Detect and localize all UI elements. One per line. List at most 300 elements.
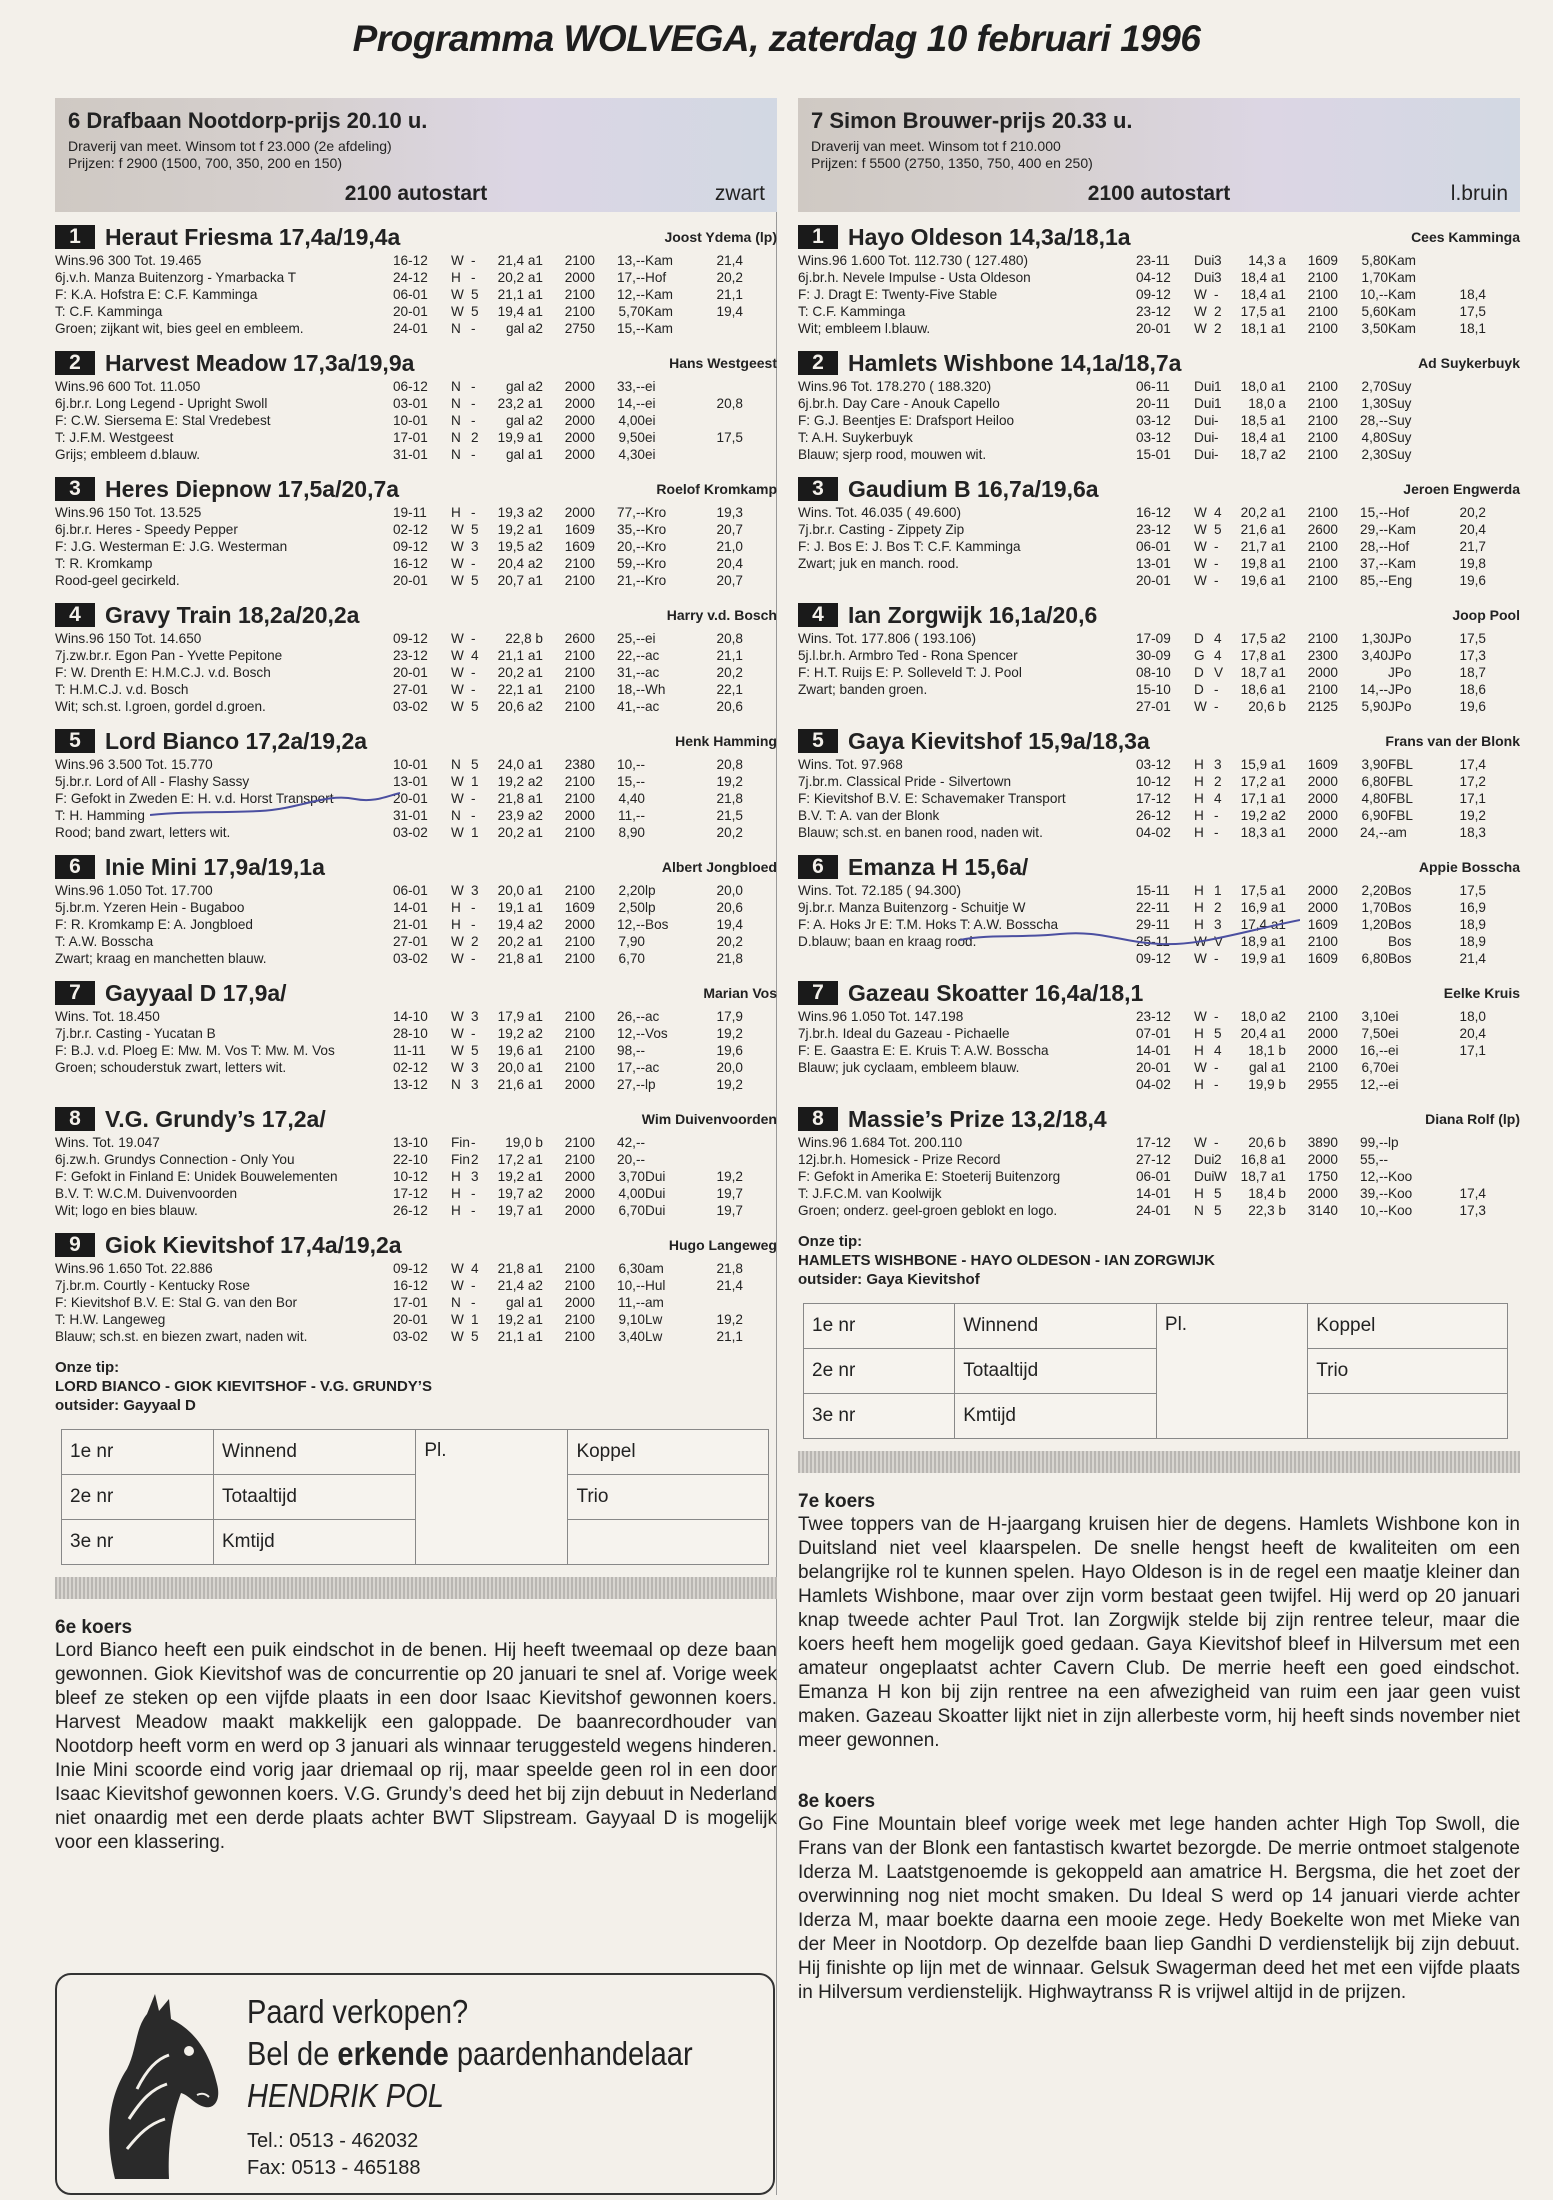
performance-cell: 14-01 <box>1136 1043 1171 1058</box>
horse-details <box>798 252 1520 337</box>
performance-cell: - <box>471 270 476 285</box>
performance-cell: 15-11 <box>1136 883 1170 898</box>
race-conditions: Draverij van meet. Winsom tot f 23.000 (2e afdeling) <box>68 138 392 154</box>
performance-row <box>393 521 777 538</box>
performance-cell: Vos <box>645 1026 668 1041</box>
performance-cell: W <box>451 287 464 302</box>
performance-cell: - <box>471 1186 476 1201</box>
performance-cell: 2100 <box>564 699 595 714</box>
performance-row <box>393 1008 777 1025</box>
bet-cell-empty[interactable] <box>568 1520 769 1565</box>
performance-table <box>393 378 777 463</box>
performance-row <box>393 950 777 967</box>
performance-cell: 4,80 <box>1361 430 1388 445</box>
performance-cell: 2000 <box>564 1186 595 1201</box>
performance-cell: H <box>1194 757 1204 772</box>
performance-cell: Dui <box>1194 1152 1214 1167</box>
performance-row <box>1136 320 1520 337</box>
performance-row <box>393 1328 777 1345</box>
performance-cell: 2000 <box>1307 1043 1338 1058</box>
performance-cell: H <box>451 917 461 932</box>
horse-header-row <box>798 222 1520 252</box>
horse-details <box>55 1260 777 1345</box>
performance-cell: 17,5 <box>1459 631 1486 646</box>
horse-header-row <box>798 852 1520 882</box>
performance-cell: 20,8 <box>716 757 743 772</box>
performance-cell: ei <box>645 413 656 428</box>
performance-cell: W <box>1194 699 1207 714</box>
horse-entry <box>55 474 777 600</box>
performance-cell: Kam <box>1388 287 1416 302</box>
performance-row <box>1136 681 1520 698</box>
performance-cell: - <box>1214 825 1219 840</box>
performance-cell: 2100 <box>564 648 595 663</box>
performance-cell: W <box>1194 287 1207 302</box>
performance-cell: 25-11 <box>1136 934 1170 949</box>
driver-name: Harry v.d. Bosch <box>666 607 777 623</box>
performance-cell: 5 <box>471 287 479 302</box>
horse-info-line: 5j.br.m. Yzeren Hein - Bugaboo <box>55 900 245 915</box>
tip-outsider: outsider: Gayyaal D <box>55 1397 196 1414</box>
horse-name: Giok Kievitshof 17,4a/19,2a <box>105 1231 402 1258</box>
horse-info <box>798 756 1136 841</box>
horse-info-line: 7j.br.r. Casting - Yucatan B <box>55 1026 216 1041</box>
performance-row <box>393 504 777 521</box>
bet-cell-r2: 2e nr <box>804 1349 955 1394</box>
performance-cell: 18,3 <box>1459 825 1486 840</box>
performance-cell: gal a2 <box>505 321 543 336</box>
horse-number: 3 <box>798 477 838 501</box>
horse-info-line: T: J.F.C.M. van Koolwijk <box>798 1186 942 1201</box>
horse-info-line: 6j.br.r. Heres - Speedy Pepper <box>55 522 238 537</box>
performance-cell: N <box>451 808 461 823</box>
horse-info-line: 5j.br.r. Lord of All - Flashy Sassy <box>55 774 250 789</box>
performance-cell: 17,-- <box>617 1060 645 1075</box>
performance-cell: 23-12 <box>1136 1009 1171 1024</box>
driver-name: Frans van der Blonk <box>1385 733 1520 749</box>
horse-entry <box>798 1104 1520 1230</box>
performance-cell: ei <box>645 430 656 445</box>
performance-cell: 1609 <box>1307 951 1338 966</box>
performance-cell: - <box>1214 682 1219 697</box>
performance-cell: 20,4 <box>716 556 743 571</box>
performance-cell: 17,1 a1 <box>1240 791 1286 806</box>
performance-cell <box>645 933 691 950</box>
performance-cell: W <box>1194 539 1207 554</box>
performance-cell: H <box>1194 825 1204 840</box>
performance-cell: Hof <box>1388 539 1410 554</box>
performance-cell: JPo <box>1388 682 1412 697</box>
performance-cell: 2100 <box>1307 304 1338 319</box>
performance-cell: W <box>1194 505 1207 520</box>
performance-cell: 21,8 a1 <box>497 1261 543 1276</box>
performance-cell: 20,6 b <box>1248 699 1286 714</box>
performance-cell: 2600 <box>564 631 595 646</box>
performance-cell: H <box>1194 900 1204 915</box>
horse-header-row <box>55 600 777 630</box>
performance-cell: 22-11 <box>1136 900 1170 915</box>
horse-info-line: T: A.H. Suykerbuyk <box>798 430 913 445</box>
performance-cell: 2100 <box>564 1261 595 1276</box>
performance-cell: W <box>451 304 464 319</box>
performance-cell: 20,-- <box>617 1152 645 1167</box>
performance-cell: 2100 <box>564 1135 595 1150</box>
performance-cell <box>645 773 691 790</box>
performance-row <box>393 790 777 807</box>
performance-table <box>393 882 777 967</box>
horse-number: 6 <box>798 855 838 879</box>
horse-name: Hayo Oldeson 14,3a/18,1a <box>848 223 1131 250</box>
performance-cell: 20,2 a1 <box>497 825 543 840</box>
page-title: Programma WOLVEGA, zaterdag 10 februari 1996 <box>352 18 1201 59</box>
performance-cell: W <box>1194 321 1207 336</box>
performance-cell: H <box>1194 917 1204 932</box>
horse-info <box>798 378 1136 463</box>
performance-cell: 4 <box>1214 1043 1222 1058</box>
performance-cell: Dui <box>1194 430 1214 445</box>
performance-cell: 12,-- <box>617 287 645 302</box>
performance-row <box>1136 1168 1520 1185</box>
performance-cell: 7,90 <box>618 934 645 949</box>
performance-cell: 33,-- <box>617 379 645 394</box>
performance-cell: N <box>451 1077 461 1092</box>
bet-cell-r3: 3e nr <box>804 1394 955 1439</box>
performance-row <box>393 395 777 412</box>
performance-cell: W <box>451 648 464 663</box>
horse-header-row <box>55 726 777 756</box>
driver-name: Joost Ydema (lp) <box>664 229 777 245</box>
performance-cell: 10-01 <box>393 757 428 772</box>
performance-cell: 2,70 <box>1361 379 1388 394</box>
horse-info-line: F: R. Kromkamp E: A. Jongbloed <box>55 917 253 932</box>
horse-info-line: Wins. Tot. 19.047 <box>55 1135 160 1150</box>
performance-cell: Dui <box>1194 270 1214 285</box>
performance-cell: 26,-- <box>617 1009 645 1024</box>
performance-cell: 2 <box>1214 1152 1222 1167</box>
performance-row <box>393 1168 777 1185</box>
horse-details <box>798 378 1520 463</box>
performance-row <box>1136 555 1520 572</box>
performance-cell: - <box>1214 1135 1219 1150</box>
performance-cell: 3 <box>471 539 479 554</box>
horse-info-line: T: J.F.M. Westgeest <box>55 430 174 445</box>
performance-cell: ac <box>645 1009 660 1024</box>
horse-info-line: Wins.96 1.600 Tot. 112.730 ( 127.480) <box>798 253 1028 268</box>
performance-cell: 2100 <box>564 1312 595 1327</box>
performance-cell: W <box>451 791 464 806</box>
horse-header-row <box>55 1230 777 1260</box>
performance-cell: 20,8 <box>716 631 743 646</box>
bet-cell-r1: 1e nr <box>804 1304 955 1349</box>
performance-cell <box>1338 933 1388 950</box>
performance-cell: 1609 <box>564 900 595 915</box>
horse-entry <box>798 726 1520 852</box>
performance-cell: 19,9 a1 <box>497 430 543 445</box>
performance-cell: 29-11 <box>1136 917 1170 932</box>
performance-cell: 19,6 a1 <box>1240 573 1286 588</box>
performance-cell: W <box>451 1043 464 1058</box>
performance-cell: W <box>451 1026 464 1041</box>
driver-name: Appie Bosscha <box>1418 859 1520 875</box>
race-title: 6 Drafbaan Nootdorp-prijs 20.10 u. <box>68 108 428 133</box>
performance-cell: Kam <box>645 304 673 319</box>
performance-cell: 06-12 <box>393 379 428 394</box>
performance-cell: 6,80 <box>1361 774 1388 789</box>
performance-cell: 2100 <box>564 825 595 840</box>
horse-info-line: F: W. Drenth E: H.M.C.J. v.d. Bosch <box>55 665 271 680</box>
race-prizes: Prijzen: f 2900 (1500, 700, 350, 200 en 150) <box>68 155 342 171</box>
performance-cell: 13-01 <box>393 774 428 789</box>
performance-cell: 1750 <box>1307 1169 1338 1184</box>
performance-cell: 30-09 <box>1136 648 1171 663</box>
driver-name: Roelof Kromkamp <box>656 481 777 497</box>
performance-cell: 42,-- <box>617 1135 645 1150</box>
performance-cell: W <box>451 934 464 949</box>
horse-info-line: T: C.F. Kamminga <box>798 304 906 319</box>
performance-row <box>1136 807 1520 824</box>
tip-horses: HAMLETS WISHBONE - HAYO OLDESON - IAN ZORGWIJK <box>798 1252 1215 1269</box>
performance-row <box>393 286 777 303</box>
performance-cell: 20,0 a1 <box>497 883 543 898</box>
performance-cell: FBL <box>1388 757 1413 772</box>
performance-cell: Suy <box>1388 413 1412 428</box>
performance-cell <box>691 320 743 337</box>
performance-cell: W <box>451 951 464 966</box>
performance-cell: Koo <box>1388 1169 1413 1184</box>
horse-number: 2 <box>55 351 95 375</box>
horse-name: V.G. Grundy’s 17,2a/ <box>105 1105 326 1132</box>
tip-label: Onze tip: <box>798 1233 863 1250</box>
performance-cell: 2750 <box>564 321 595 336</box>
performance-cell: 31,-- <box>617 665 645 680</box>
horse-entry <box>55 978 777 1104</box>
horse-header-row <box>798 978 1520 1008</box>
horse-info-line: F: Gefokt in Amerika E: Stoeterij Buitenzorg <box>798 1169 1061 1184</box>
bet-form <box>803 1303 1508 1439</box>
horse-list <box>798 222 1520 1230</box>
performance-cell: N <box>451 413 461 428</box>
performance-cell: 4 <box>471 648 479 663</box>
horse-info-line: F: K.A. Hofstra E: C.F. Kamminga <box>55 287 258 302</box>
performance-cell: 19,0 b <box>505 1135 543 1150</box>
performance-cell <box>1434 429 1486 446</box>
performance-cell: 21,4 a1 <box>497 253 543 268</box>
performance-cell: H <box>1194 1043 1204 1058</box>
performance-cell: 3,40 <box>618 1329 645 1344</box>
performance-cell: W <box>451 1060 464 1075</box>
performance-cell: 2 <box>1214 321 1222 336</box>
performance-cell: ei <box>645 379 656 394</box>
performance-cell: 19,2 <box>716 1077 743 1092</box>
performance-row <box>393 807 777 824</box>
performance-cell: 5 <box>471 522 479 537</box>
performance-cell: Kam <box>1388 270 1416 285</box>
performance-cell: 3 <box>1214 757 1222 772</box>
performance-cell: 4,80 <box>1361 791 1388 806</box>
performance-cell: JPo <box>1388 631 1412 646</box>
horse-info-line: T: H.M.C.J. v.d. Bosch <box>55 682 189 697</box>
horse-info-line: F: J. Bos E: J. Bos T: C.F. Kamminga <box>798 539 1021 554</box>
performance-cell: 21,1 <box>716 287 743 302</box>
performance-cell: 2000 <box>564 430 595 445</box>
performance-cell: 2100 <box>564 682 595 697</box>
performance-row <box>393 1025 777 1042</box>
performance-cell: ac <box>645 665 660 680</box>
performance-cell: 2,50 <box>618 900 645 915</box>
performance-cell <box>645 807 691 824</box>
performance-cell: W <box>451 1278 464 1293</box>
performance-cell: W <box>451 883 464 898</box>
performance-cell: W <box>451 522 464 537</box>
performance-cell: 1,70 <box>1361 270 1388 285</box>
performance-cell: 18,3 a1 <box>1240 825 1286 840</box>
performance-cell: 59,-- <box>617 556 645 571</box>
performance-cell: 21,8 <box>716 1261 743 1276</box>
performance-cell: 2100 <box>564 556 595 571</box>
performance-cell: H <box>1194 1077 1204 1092</box>
driver-name: Diana Rolf (lp) <box>1425 1111 1520 1127</box>
performance-cell: 24,0 a1 <box>497 757 543 772</box>
horse-name: Gravy Train 18,2a/20,2a <box>105 601 360 628</box>
performance-cell: Suy <box>1388 396 1412 411</box>
performance-cell: 17,5 <box>1459 304 1486 319</box>
horse-name: Heres Diepnow 17,5a/20,7a <box>105 475 400 502</box>
performance-cell: 28,-- <box>1360 413 1388 428</box>
performance-cell: - <box>471 556 476 571</box>
performance-cell: 27,-- <box>617 1077 645 1092</box>
horse-header-row <box>55 1104 777 1134</box>
performance-cell: 2000 <box>1307 825 1338 840</box>
performance-cell: 19,9 a1 <box>1240 951 1286 966</box>
performance-cell: 20,0 <box>716 883 743 898</box>
performance-cell: lp <box>645 1077 656 1092</box>
horse-details <box>55 378 777 463</box>
horse-name: Gazeau Skoatter 16,4a/18,1 <box>848 979 1144 1006</box>
race-header <box>798 98 1520 212</box>
performance-cell: 21,1 a1 <box>497 648 543 663</box>
performance-cell: 03-12 <box>1136 757 1171 772</box>
performance-cell: 41,-- <box>617 699 645 714</box>
performance-cell: Dui <box>1194 379 1214 394</box>
performance-cell: 3,50 <box>1361 321 1388 336</box>
performance-cell: 3 <box>471 883 479 898</box>
performance-cell: 17-09 <box>1136 631 1171 646</box>
performance-cell: ei <box>1388 1060 1399 1075</box>
horse-number: 1 <box>55 225 95 249</box>
performance-cell: 18,6 <box>1459 682 1486 697</box>
horse-info-line: 6j.br.h. Day Care - Anouk Capello <box>798 396 1000 411</box>
performance-cell: W <box>451 1329 464 1344</box>
performance-cell: - <box>471 413 476 428</box>
performance-cell: H <box>1194 1186 1204 1201</box>
performance-cell: 22,3 b <box>1248 1203 1286 1218</box>
performance-cell: 28,-- <box>1360 539 1388 554</box>
horse-entry <box>798 474 1520 600</box>
performance-cell: 4,00 <box>618 413 645 428</box>
performance-cell: 5 <box>471 757 479 772</box>
horse-info-line: Zwart; kraag en manchetten blauw. <box>55 951 267 966</box>
performance-cell: FBL <box>1388 808 1413 823</box>
bet-cell-empty[interactable] <box>1308 1394 1508 1439</box>
performance-cell: 21,4 a2 <box>497 1278 543 1293</box>
performance-cell: W <box>1194 522 1207 537</box>
horse-name: Gayyaal D 17,9a/ <box>105 979 287 1006</box>
horse-info <box>55 1008 393 1093</box>
performance-cell: Kam <box>1388 556 1416 571</box>
koers-8-title: 8e koers <box>798 1791 876 1812</box>
performance-cell: Dui <box>645 1169 666 1184</box>
race-color: zwart <box>714 182 765 205</box>
horse-name: Ian Zorgwijk 16,1a/20,6 <box>848 601 1098 628</box>
performance-cell: Kro <box>645 573 667 588</box>
performance-cell: 15-01 <box>1136 447 1171 462</box>
race-7-column <box>798 98 1520 2005</box>
performance-cell: 2000 <box>564 413 595 428</box>
performance-cell: H <box>451 900 461 915</box>
bet-cell-pl: Pl. <box>1156 1304 1307 1439</box>
horse-entry <box>798 600 1520 726</box>
performance-cell: 2100 <box>1307 682 1338 697</box>
horse-details <box>55 504 777 589</box>
horse-details <box>798 630 1520 715</box>
performance-cell: 21,1 <box>716 1329 743 1344</box>
horse-header-row <box>798 726 1520 756</box>
performance-cell: ei <box>645 631 656 646</box>
performance-cell: 19,7 <box>716 1203 743 1218</box>
horse-entry <box>798 348 1520 474</box>
performance-cell: 18,4 a1 <box>1240 270 1286 285</box>
horse-info <box>55 882 393 967</box>
horse-info-line: 6j.v.h. Manza Buitenzorg - Ymarbacka T <box>55 270 297 285</box>
tip-block <box>55 1358 777 1415</box>
performance-cell: 23-11 <box>1136 253 1170 268</box>
performance-cell: 08-10 <box>1136 665 1171 680</box>
performance-cell: 03-02 <box>393 951 428 966</box>
performance-cell: 09-12 <box>393 539 428 554</box>
performance-cell: 3 <box>1214 270 1222 285</box>
performance-cell: W <box>1194 1135 1207 1150</box>
horse-info-line: F: Kievitshof B.V. E: Schavemaker Transport <box>798 791 1066 806</box>
performance-cell: 2100 <box>1307 413 1338 428</box>
performance-cell: 1 <box>471 825 479 840</box>
performance-cell <box>1434 412 1486 429</box>
performance-cell: W <box>1194 934 1207 949</box>
horse-info-line: Wins.96 150 Tot. 14.650 <box>55 631 202 646</box>
performance-cell: 2100 <box>1307 321 1338 336</box>
performance-cell: 2000 <box>1307 791 1338 806</box>
performance-cell: 2100 <box>564 287 595 302</box>
performance-cell: Kam <box>1388 522 1416 537</box>
performance-cell: - <box>471 951 476 966</box>
performance-cell: 27-01 <box>393 682 428 697</box>
performance-cell: 21,8 a1 <box>497 951 543 966</box>
performance-cell: 10-12 <box>393 1169 428 1184</box>
bet-cell-winnend: Winnend <box>213 1430 415 1475</box>
horse-info-line: Wit; embleem l.blauw. <box>798 321 931 336</box>
horse-number: 9 <box>55 1233 95 1257</box>
performance-cell: 20,7 a1 <box>497 573 543 588</box>
horse-info-line: Groen; onderz. geel-groen geblokt en logo. <box>798 1203 1058 1218</box>
performance-cell: W <box>451 699 464 714</box>
performance-cell: Bos <box>1388 883 1412 898</box>
performance-cell: Kam <box>645 287 673 302</box>
horse-name: Heraut Friesma 17,4a/19,4a <box>105 223 401 250</box>
horse-info-line: Wins.96 1.650 Tot. 22.886 <box>55 1261 213 1276</box>
horse-info-line: Wins.96 3.500 Tot. 15.770 <box>55 757 213 772</box>
horse-info-line: Blauw; sch.st. en banen rood, naden wit. <box>798 825 1043 840</box>
performance-cell: 17,5 a1 <box>1240 883 1286 898</box>
performance-cell: 18,1 a1 <box>1240 321 1286 336</box>
